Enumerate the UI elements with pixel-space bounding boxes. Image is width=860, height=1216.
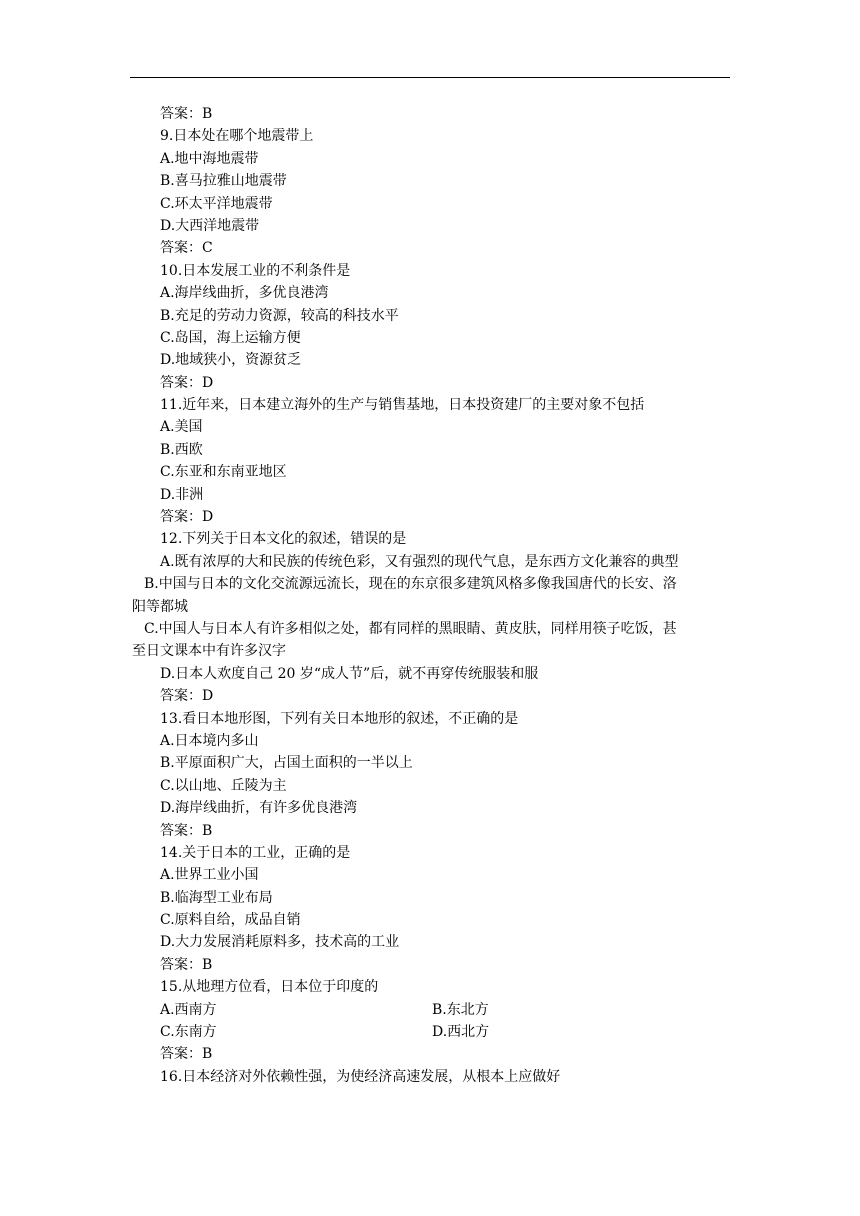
q15-option-c: C.东南方 [160,1024,217,1041]
text-line: C.环太平洋地震带 [160,195,273,212]
text-line: 14.关于日本的工业，正确的是 [160,844,351,861]
question-16 [160,1043,732,1088]
text-line: 9.日本处在哪个地震带上 [160,128,314,145]
text-line: D.非洲 [160,486,204,503]
q12-option-b-line1: B.中国与日本的文化交流源远流长，现在的东京很多建筑风格多像我国唐代的长安、洛 [144,576,677,593]
q15-options-row2 [160,1021,732,1043]
questions-9-to-12 [160,103,732,573]
text-line: 答案：B [160,822,213,839]
text-line: D.大西洋地震带 [160,217,260,234]
text-line: 答案：B [160,956,213,973]
text-line: D.海岸线曲折，有许多优良港湾 [160,800,358,817]
text-line: C.原料自给，成品自销 [160,912,301,929]
text-line: A.美国 [160,419,203,436]
question-content [132,103,732,1088]
text-line: 答案：D [160,509,214,526]
text-line: 答案：C [160,240,213,257]
text-line: D.大力发展消耗原料多，技术高的工业 [160,934,400,951]
text-line: A.世界工业小国 [160,867,259,884]
text-line: 11.近年来，日本建立海外的生产与销售基地，日本投资建厂的主要对象不包括 [160,397,645,414]
text-line: B.平原面积广大，占国土面积的一半以上 [160,755,413,772]
text-line: 13.看日本地形图，下列有关日本地形的叙述，不正确的是 [160,710,519,727]
text-line: A.海岸线曲折，多优良港湾 [160,285,329,302]
text-line: A.日本境内多山 [160,732,259,749]
text-line: 答案：D [160,688,214,705]
text-line: 10.日本发展工业的不利条件是 [160,262,351,279]
header-rule [130,77,730,78]
text-line: C.东亚和东南亚地区 [160,464,287,481]
text-line: C.以山地、丘陵为主 [160,777,287,794]
q12-option-c-line2: 至日文课本中有许多汉字 [132,643,286,660]
text-line: A.地中海地震带 [160,150,259,167]
q15-option-d: D.西北方 [432,1024,490,1041]
questions-12d-to-15 [160,663,732,999]
q12-option-b-line2: 阳等都城 [132,598,188,615]
text-line: 15.从地理方位看，日本位于印度的 [160,979,379,996]
text-line: 16.日本经济对外依赖性强，为使经济高速发展，从根本上应做好 [160,1068,561,1085]
text-line: 答案：D [160,374,214,391]
text-line: B.充足的劳动力资源，较高的科技水平 [160,307,399,324]
q15-options-row1 [160,999,732,1021]
q15-option-a: A.西南方 [160,1001,217,1018]
q12-option-c-line1: C.中国人与日本人有许多相似之处，都有同样的黑眼睛、黄皮肤，同样用筷子吃饭，甚 [144,620,677,637]
text-line: 12.下列关于日本文化的叙述，错误的是 [160,531,407,548]
text-line: A.既有浓厚的大和民族的传统色彩，又有强烈的现代气息，是东西方文化兼容的典型 [160,553,679,570]
text-line: D.日本人欢度自己 20 岁“成人节”后，就不再穿传统服装和服 [160,665,539,682]
q15-option-b: B.东北方 [432,1001,489,1018]
text-line: D.地域狭小，资源贫乏 [160,352,302,369]
text-line: B.喜马拉雅山地震带 [160,173,287,190]
text-line: 答案：B [160,106,213,122]
text-line: C.岛国，海上运输方便 [160,329,301,346]
text-line: B.西欧 [160,441,203,458]
text-line: B.临海型工业布局 [160,889,273,906]
text-line: 答案：B [160,1046,213,1063]
